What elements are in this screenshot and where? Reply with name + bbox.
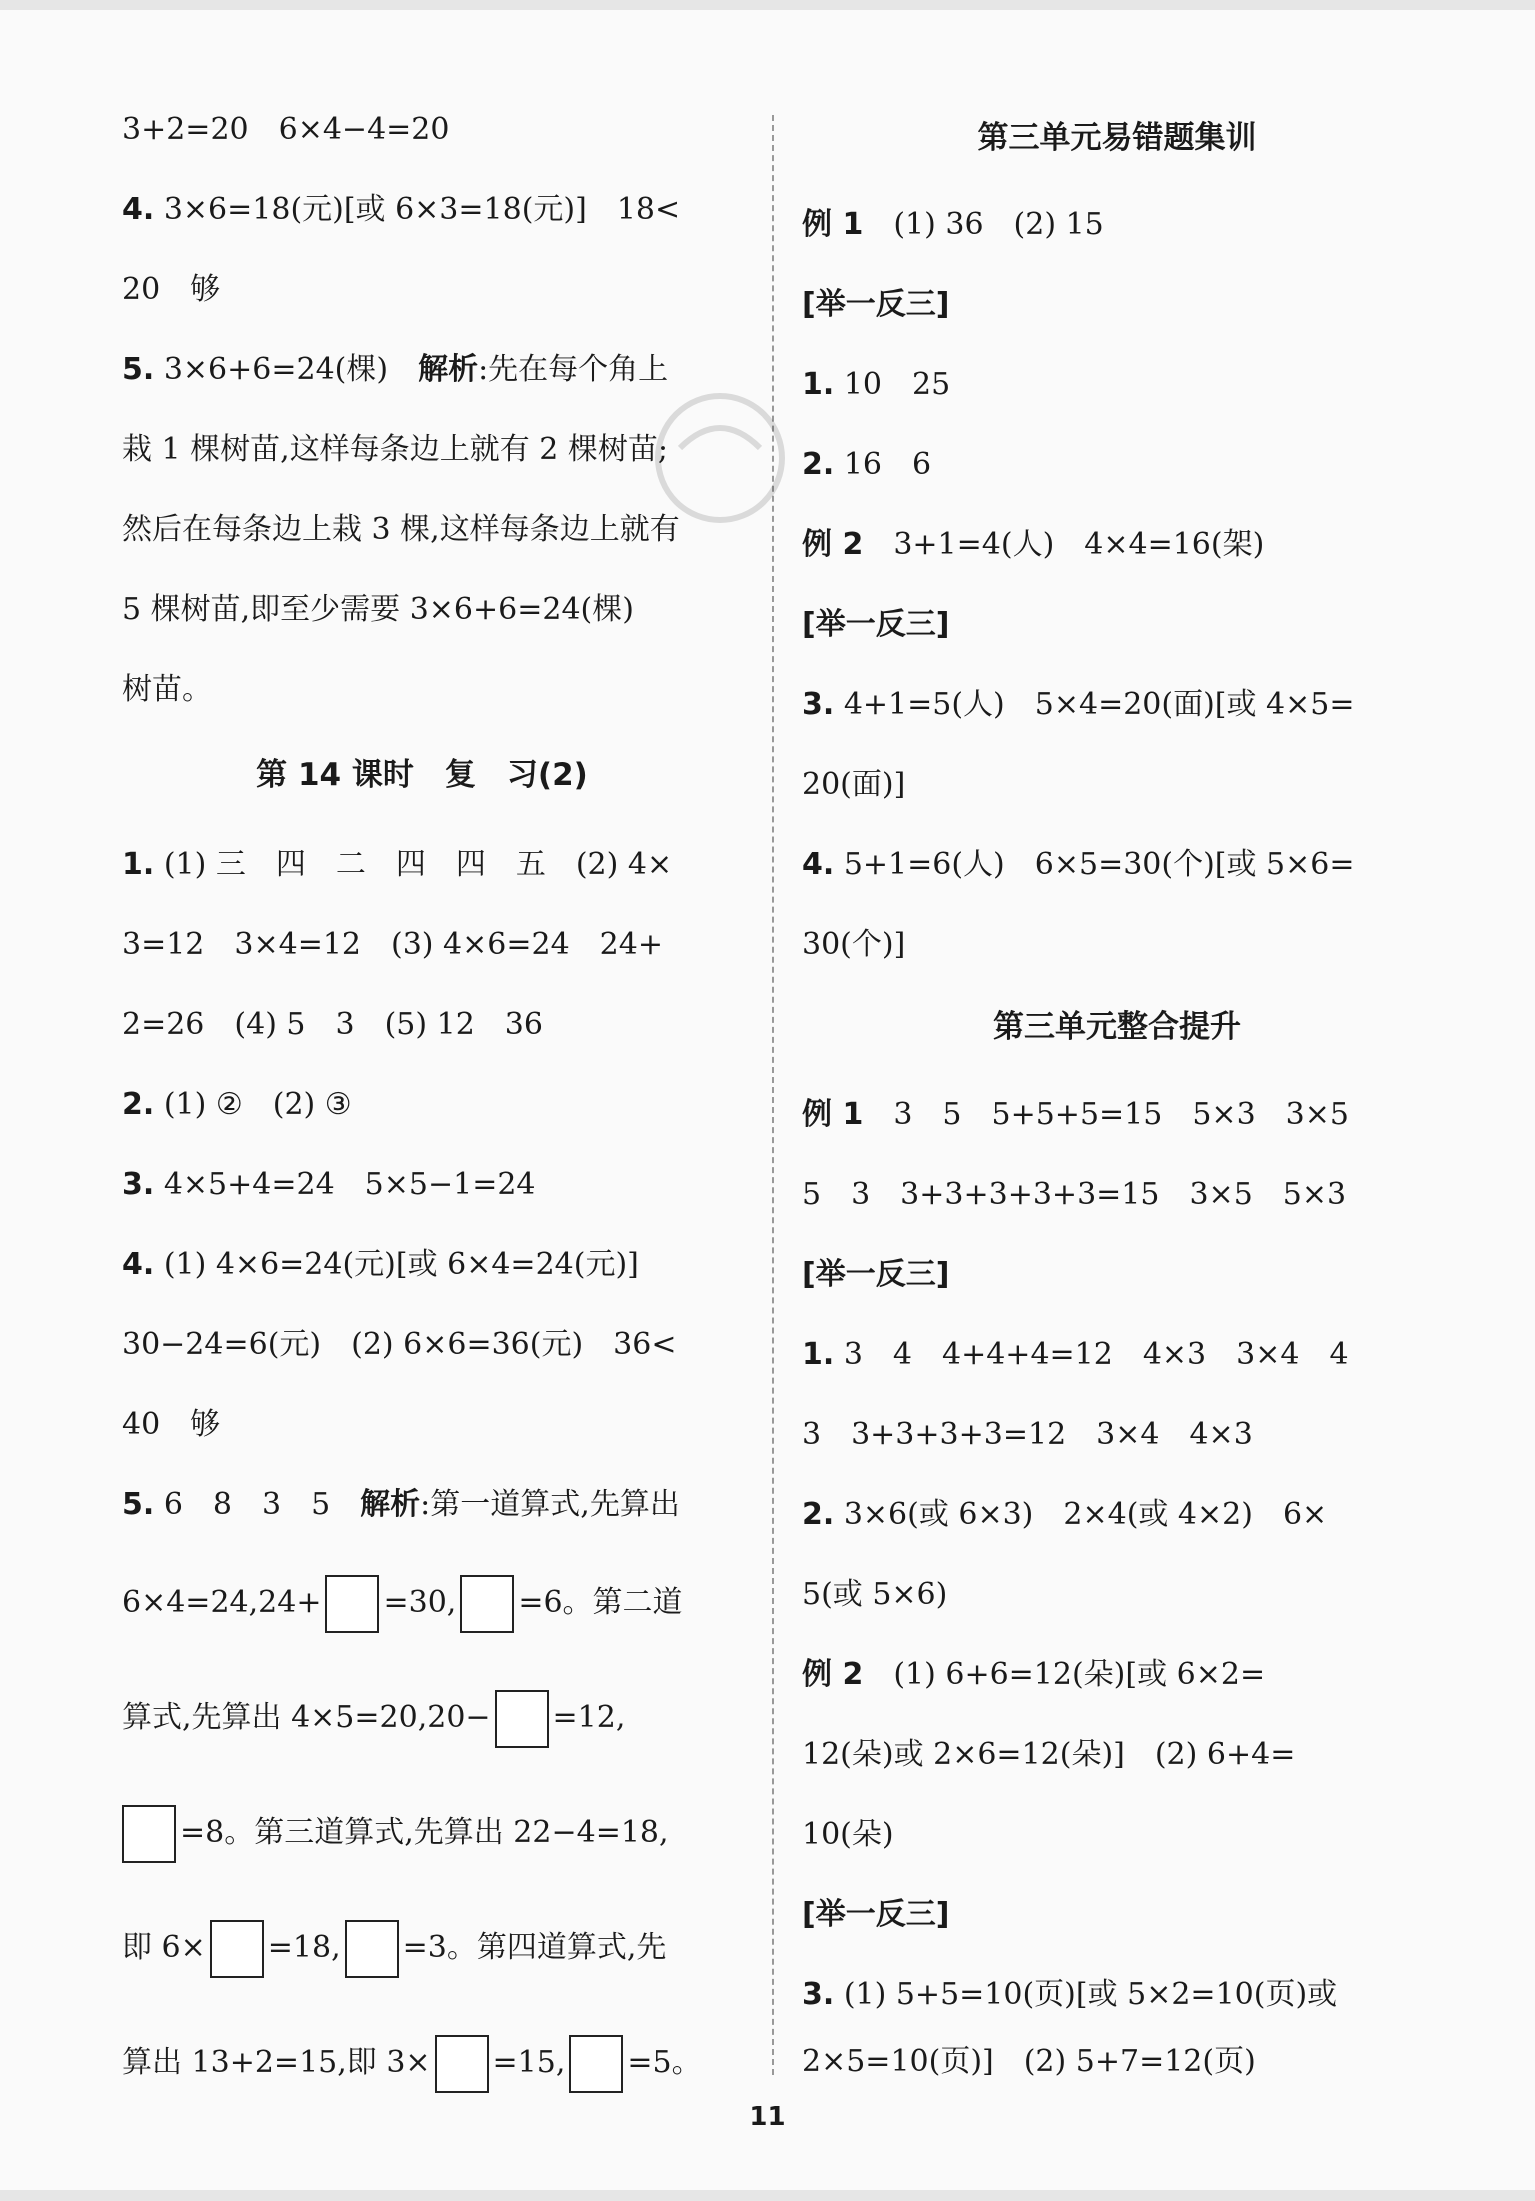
answer-line: 算式,先算出 4×5=20,20− =12, [122, 1690, 625, 1748]
answer-line: 例 2 3+1=4(人) 4×4=16(架) [802, 527, 1265, 562]
answer-line: 2=26 (4) 5 3 (5) 12 36 [122, 1007, 543, 1042]
answer-line: 5. 6 8 3 5 解析:第一道算式,先算出 [122, 1487, 680, 1522]
answer-line: 10(朵) [802, 1817, 894, 1852]
answer-line: 40 够 [122, 1407, 221, 1442]
practice-label: [举一反三] [802, 607, 950, 642]
answer-line: 例 2 (1) 6+6=12(朵)[或 6×2= [802, 1657, 1266, 1692]
blank-box [460, 1575, 514, 1633]
answer-line: 2×5=10(页)] (2) 5+7=12(页) [802, 2044, 1256, 2079]
practice-label: [举一反三] [802, 1257, 950, 1292]
answer-line: 3. (1) 5+5=10(页)[或 5×2=10(页)或 [802, 1977, 1338, 2012]
blank-box [210, 1920, 264, 1978]
section-title: 第 14 课时 复 习(2) [256, 757, 588, 793]
answer-line: =8。第三道算式,先算出 22−4=18, [122, 1805, 669, 1863]
page-number: 11 [749, 2102, 786, 2132]
answer-line: 30(个)] [802, 927, 906, 962]
scan-top-band [0, 0, 1535, 10]
blank-box [345, 1920, 399, 1978]
practice-label: [举一反三] [802, 1897, 950, 1932]
answer-line: 6×4=24,24+ =30, =6。第二道 [122, 1575, 683, 1633]
blank-box [569, 2035, 623, 2093]
answer-line: 树苗。 [122, 672, 212, 707]
answer-line: 栽 1 棵树苗,这样每条边上就有 2 棵树苗; [122, 432, 668, 467]
answer-line: 2. 3×6(或 6×3) 2×4(或 4×2) 6× [802, 1497, 1328, 1532]
answer-line: 5(或 5×6) [802, 1577, 948, 1612]
answer-line: 例 1 3 5 5+5+5=15 5×3 3×5 [802, 1097, 1349, 1132]
answer-line: 3. 4+1=5(人) 5×4=20(面)[或 4×5= [802, 687, 1355, 722]
answer-line: 2. 16 6 [802, 447, 932, 482]
blank-box [435, 2035, 489, 2093]
answer-line: 3. 4×5+4=24 5×5−1=24 [122, 1167, 536, 1202]
practice-label: [举一反三] [802, 287, 950, 322]
answer-line: 3=12 3×4=12 (3) 4×6=24 24+ [122, 927, 663, 962]
answer-line: 5 棵树苗,即至少需要 3×6+6=24(棵) [122, 592, 634, 627]
answer-line: 例 1 (1) 36 (2) 15 [802, 207, 1104, 242]
answer-line: 3 3+3+3+3=12 3×4 4×3 [802, 1417, 1253, 1452]
answer-line: 2. (1) ② (2) ③ [122, 1087, 352, 1122]
answer-line: 12(朵)或 2×6=12(朵)] (2) 6+4= [802, 1737, 1296, 1772]
answer-line: 1. 3 4 4+4+4=12 4×3 3×4 4 [802, 1337, 1349, 1372]
blank-box [122, 1805, 176, 1863]
section-title: 第三单元易错题集训 [977, 120, 1257, 156]
scan-bottom-band [0, 2190, 1535, 2201]
answer-line: 即 6× =18, =3。第四道算式,先 [122, 1920, 666, 1978]
answer-line: 算出 13+2=15,即 3× =15, =5。 [122, 2035, 702, 2093]
answer-line: 20(面)] [802, 767, 906, 802]
answer-line: 4. 5+1=6(人) 6×5=30(个)[或 5×6= [802, 847, 1355, 882]
blank-box [325, 1575, 379, 1633]
answer-line: 1. 10 25 [802, 367, 951, 402]
answer-line: 3+2=20 6×4−4=20 [122, 112, 450, 147]
blank-box [495, 1690, 549, 1748]
answer-line: 4. 3×6=18(元)[或 6×3=18(元)] 18< [122, 192, 681, 227]
watermark-stamp-icon [650, 388, 790, 528]
section-title: 第三单元整合提升 [993, 1009, 1241, 1045]
answer-line: 30−24=6(元) (2) 6×6=36(元) 36< [122, 1327, 677, 1362]
answer-line: 1. (1) 三 四 二 四 四 五 (2) 4× [122, 847, 673, 882]
answer-line: 然后在每条边上栽 3 棵,这样每条边上就有 [122, 512, 680, 547]
answer-line: 5 3 3+3+3+3+3=15 3×5 5×3 [802, 1177, 1347, 1212]
answer-line: 4. (1) 4×6=24(元)[或 6×4=24(元)] [122, 1247, 639, 1282]
answer-line: 20 够 [122, 272, 221, 307]
answer-line: 5. 3×6+6=24(棵) 解析:先在每个角上 [122, 352, 669, 387]
